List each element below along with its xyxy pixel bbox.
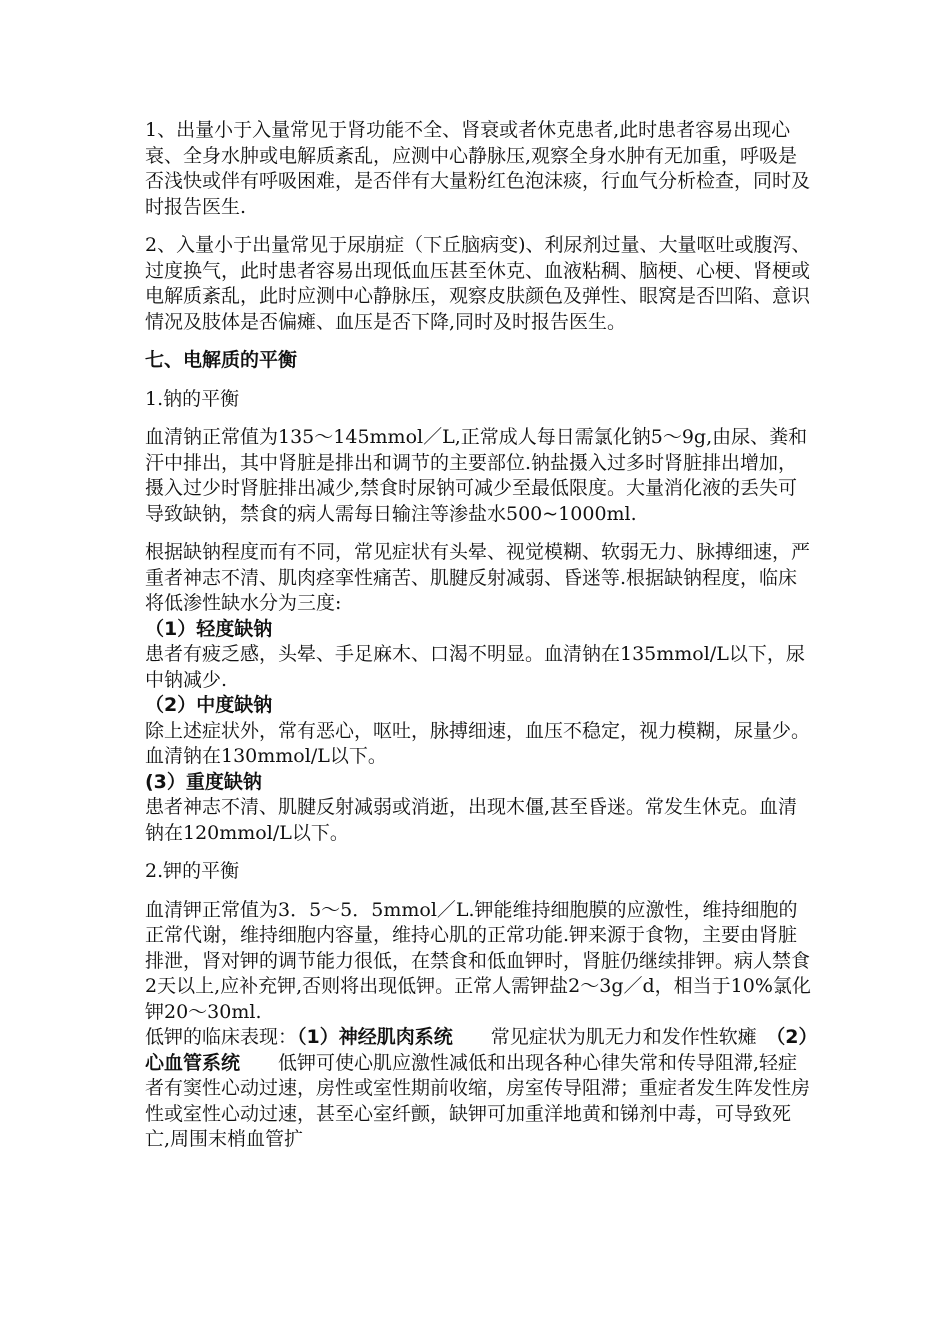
label-moderate-sodium-deficiency: （2）中度缺钠	[145, 694, 273, 716]
document-page	[145, 118, 815, 1153]
subheading-potassium-balance: 2.钾的平衡	[145, 860, 240, 882]
section-heading-electrolyte-balance: 七、电解质的平衡	[145, 349, 298, 371]
text-neuromuscular-system: 常见症状为肌无力和发作性软瘫	[452, 1026, 776, 1048]
hypokalemia-prefix: 低钾的临床表现：	[145, 1026, 298, 1048]
subheading-sodium-balance: 1.钠的平衡	[145, 387, 240, 410]
paragraph-output-less-than-input: 1、出量小于入量常见于肾功能不全、肾衰或者休克患者,此时患者容易出现心衰、全身水肿或电解质紊乱，应测中心静脉压,观察全身水肿有无加重，呼吸是否浅快或伴有呼吸困难，是否伴有大量粉红色泡沫痰，行血气分析检查，同时及时报告医生.	[145, 119, 811, 218]
text-moderate-sodium-deficiency: 除上述症状外，常有恶心，呕吐，脉搏细速，血压不稳定，视力模糊，尿量少。血清钠在130mmol/L以下。	[145, 719, 811, 767]
paragraph-hypokalemia-manifestations	[145, 1025, 815, 1153]
paragraph-potassium-normal: 血清钾正常值为3．5～5．5mmol／L.钾能维持细胞膜的应激性，维持细胞的正常代谢，维持细胞内容量，维持心肌的正常功能.钾来源于食物，主要由肾脏排泄，肾对钾的调节能力很低，在禁食和低血钾时，肾脏仍继续排钾。病人禁食2天以上,应补充钾,否则将出现低钾。正常人需钾盐2～3g／d，相当于10%氯化钾20～30ml.	[145, 898, 811, 1023]
text-mild-sodium-deficiency: 患者有疲乏感，头晕、手足麻木、口渴不明显。血清钠在135mmol/L以下，尿中钠减少.	[145, 643, 805, 691]
label-severe-sodium-deficiency: (3）重度缺钠	[145, 770, 262, 793]
paragraph-sodium-symptoms: 根据缺钠程度而有不同，常见症状有头晕、视觉模糊、软弱无力、脉搏细速，严重者神志不清、肌肉痉挛性痛苦、肌腱反射减弱、昏迷等.根据缺钠程度，临床将低渗性缺水分为三度:	[145, 541, 811, 614]
text-cardiovascular-system: 低钾可使心肌应激性减低和出现各种心律失常和传导阻滞,轻症者有窦性心动过速，房性或室性期前收缩，房室传导阻滞；重症者发生阵发性房性或室性心动过速，甚至心室纤颤，缺钾可加重洋地黄和锑剂中毒，可导致死亡,周围末梢血管扩	[145, 1051, 811, 1150]
label-cardiovascular-system: （2）心血管系统	[145, 1026, 808, 1074]
label-neuromuscular-system: （1）神经肌肉系统	[297, 1026, 453, 1048]
paragraph-sodium-normal: 血清钠正常值为135～145mmol／L,正常成人每日需氯化钠5～9g,由尿、粪和汗中排出，其中肾脏是排出和调节的主要部位.钠盐摄入过多时肾脏排出增加，摄入过少时肾脏排出减少,禁食时尿钠可减少至最低限度。大量消化液的丢失可导致缺钠，禁食的病人需每日输注等渗盐水500~1000ml.	[145, 426, 808, 525]
text-severe-sodium-deficiency: 患者神志不清、肌腱反射减弱或消逝，出现木僵,甚至昏迷。常发生休克。血清钠在120mmol/L以下。	[145, 796, 798, 844]
paragraph-input-less-than-output: 2、入量小于出量常见于尿崩症（下丘脑病变)、利尿剂过量、大量呕吐或腹泻、过度换气，此时患者容易出现低血压甚至休克、血液粘稠、脑梗、心梗、肾梗或电解质紊乱，此时应测中心静脉压，观察皮肤颜色及弹性、眼窝是否凹陷、意识情况及肢体是否偏瘫、血压是否下降,同时及时报告医生。	[145, 234, 811, 333]
label-mild-sodium-deficiency: （1）轻度缺钠	[145, 617, 273, 640]
